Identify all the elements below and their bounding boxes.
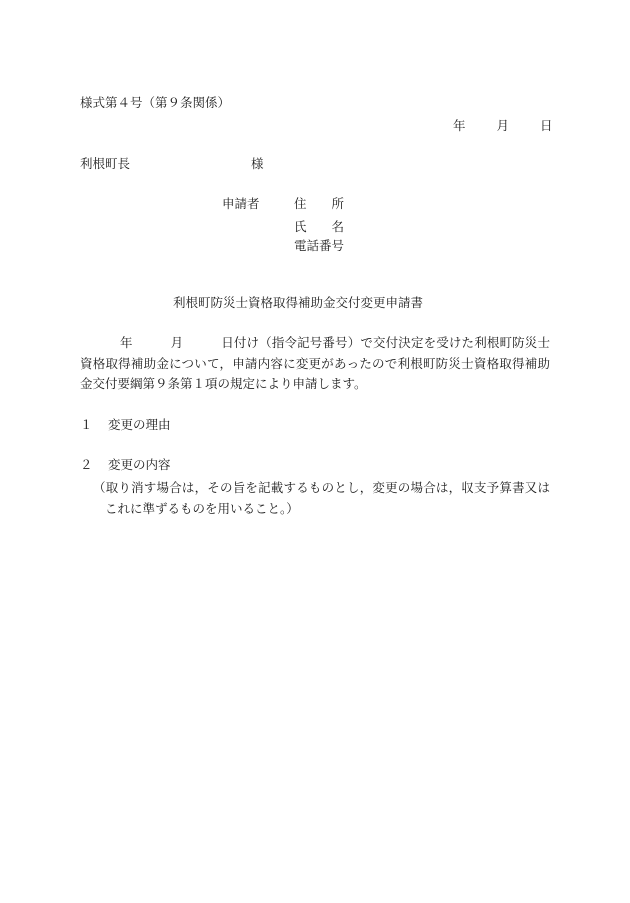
item-label: 変更の理由 bbox=[108, 417, 171, 432]
item-content bbox=[80, 459, 171, 472]
item-number: ２ bbox=[80, 457, 93, 472]
document-title: 利根町防災士資格取得補助金交付変更申請書 bbox=[173, 295, 424, 310]
address-label: 住 所 bbox=[294, 196, 345, 211]
item-reason bbox=[80, 419, 171, 432]
addressee-honorific: 様 bbox=[251, 156, 264, 171]
date-line bbox=[453, 120, 553, 133]
date-year-label: 年 bbox=[453, 118, 466, 133]
addressee: 利根町長 bbox=[80, 156, 131, 171]
name-label: 氏 名 bbox=[294, 219, 345, 234]
body-month-label: 月 bbox=[170, 335, 184, 350]
item-content-note: （取り消す場合は，その旨を記載するものとし，変更の場合は，収支予算書又はこれに準ずるものを用いること。） bbox=[93, 480, 550, 516]
phone-label: 電話番号 bbox=[294, 238, 345, 253]
item-label: 変更の内容 bbox=[108, 457, 171, 472]
date-month-label: 月 bbox=[496, 118, 510, 133]
applicant-label: 申請者 bbox=[222, 196, 260, 211]
body-paragraph bbox=[80, 333, 550, 395]
form-number: 様式第４号（第９条関係） bbox=[80, 95, 231, 110]
body-text: 日付け（指令記号番号）で交付決定を受けた利根町防災士資格取得補助金について，申請内容に変更があったので利根町防災士資格取得補助金交付要綱第９条第１項の規定により申請します。 bbox=[80, 335, 550, 391]
body-year-label: 年 bbox=[120, 335, 133, 350]
date-day-label: 日 bbox=[540, 118, 553, 133]
item-number: １ bbox=[80, 417, 93, 432]
